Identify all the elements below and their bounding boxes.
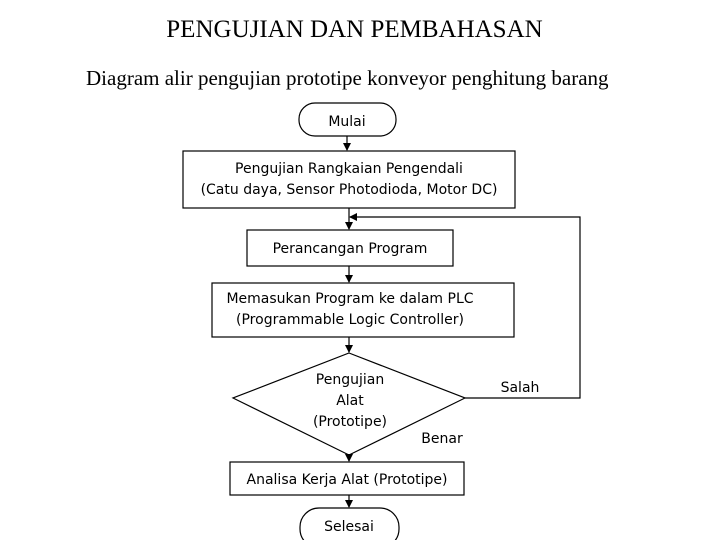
page-title: PENGUJIAN DAN PEMBAHASAN xyxy=(166,16,543,43)
step2-label: Perancangan Program xyxy=(272,241,428,257)
step4-label: Analisa Kerja Alat (Prototipe) xyxy=(246,472,448,488)
step1-label-line1: Pengujian Rangkaian Pengendali xyxy=(235,161,463,177)
true-branch-label: Benar xyxy=(421,431,463,447)
false-branch-label: Salah xyxy=(500,380,540,396)
decision-label-line3: (Prototipe) xyxy=(312,414,388,430)
decision-label-line1: Pengujian xyxy=(315,372,385,388)
decision-label-line2: Alat xyxy=(336,393,364,409)
step-test-controller-circuit xyxy=(183,151,515,208)
end-label: Selesai xyxy=(324,519,374,535)
start-label: Mulai xyxy=(328,114,366,130)
diagram-subtitle: Diagram alir pengujian prototipe konveyor penghitung barang xyxy=(86,66,609,90)
step3-label-line2: (Programmable Logic Controller) xyxy=(236,312,464,328)
step1-label-line2: (Catu daya, Sensor Photodioda, Motor DC) xyxy=(200,182,498,198)
step3-label-line1: Memasukan Program ke dalam PLC xyxy=(226,291,474,307)
